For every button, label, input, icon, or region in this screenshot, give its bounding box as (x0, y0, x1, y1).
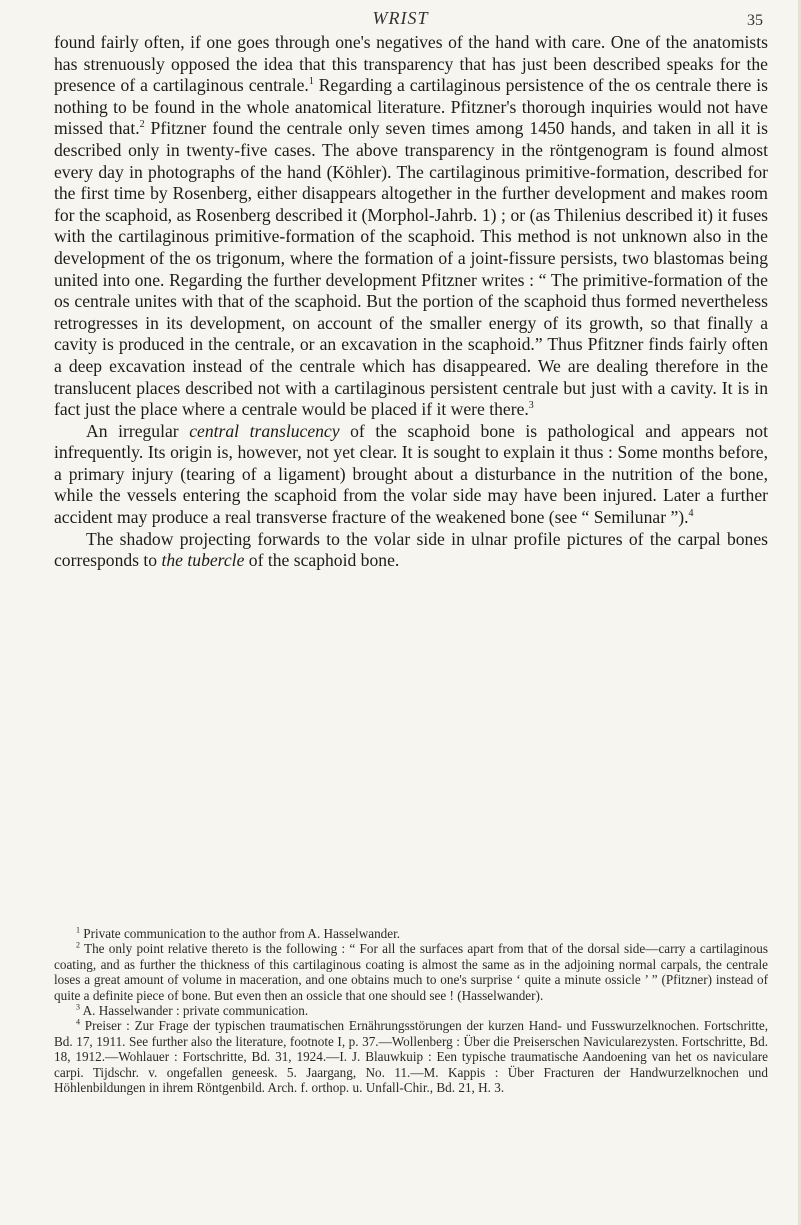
footnote-1: $^1$ Private communication to the author from A. Hasselwander. (76, 925, 401, 941)
paragraph-3: The shadow projecting forwards to the volar side in ulnar profile pictures of the carpal bones corresponds to the tubercle of the scaphoid bone. (54, 528, 768, 571)
footnote-3: $^3$ A. Hasselwander : private communication. (76, 1002, 309, 1019)
footnote-ref-2[interactable]: 2 (139, 119, 145, 131)
paragraph-2: An irregular central translucency of the scaphoid bone is pathological and appears not infrequently. Its origin is, however, not yet clear. It is sought to explain it thus : Some months before, a primary injury (tearing of a ligament) brought about a disturbance in the nutrition of the bone, while the vessels entering the scaphoid from the volar side may have been injured. Later a further accident may produce a real transverse fracture of the weakened bone (see “ Semilunar ”).$^4$ (54, 420, 768, 528)
footnote-4: $^4$ Preiser : Zur Frage der typischen traumatischen Ernährungsstörungen der kurzen Hand- und Fusswurzelknochen. Fortschritte, Bd. 17, 1911. See further also the literature, footnote I, p. 37.—Wollenberg : Über die Preiserschen Navicularezysten. Fortschritte, Bd. 18, 1912.—Wohlauer : Fortschritte, Bd. 31, 1924.—I. J. Blauwkuip : Een typische traumatische Aandoening van het os naviculare carpi. Tijdschr. v. ongefallen geneesk. 5. Jaargang, No. 11.—M. Kappis : Über Fracturen der Handwurzelknochen und Höhlenbildungen in ihrem Röntgenbild. Arch. f. orthop. u. Unfall-Chir., Bd. 21, H. 3. (54, 1018, 768, 1096)
footnote-ref-3[interactable]: 3 (528, 400, 534, 412)
footnote-ref-4[interactable]: 4 (688, 508, 694, 520)
term-tubercle: the tubercle (161, 550, 245, 571)
footnote-ref-1[interactable]: 1 (308, 76, 314, 88)
body-text (54, 32, 768, 572)
running-head: WRIST (372, 8, 429, 28)
footnote-2: $^2$ The only point relative thereto is the following : “ For all the surfaces apart from that of the dorsal side—carry a cartilaginous coating, and as further the thickness of this cartilaginous coating is almost the same as in the adjoining normal carpals, the centrale loses a great amount of volume in maceration, and one obtains much to one's surprise ‘ quite a minute ossicle ’ ” (Pfitzner) instead of quite a definite piece of bone. But even then an ossicle that one should see ! (Hasselwander). (54, 941, 769, 1003)
paragraph-1: found fairly often, if one goes through one's negatives of the hand with care. One of the anatomists has strenuously opposed the idea that this transparency that has just been described speaks for the presence of a cartilaginous centrale.$^1$ Regarding a cartilaginous persistence of the os centrale there is nothing to be found in the whole anatomical literature. Pfitzner's thorough inquiries would not have missed that.$^2$ Pfitzner found the centrale only seven times among 1450 hands, and taken in all it is described only in twenty-five cases. The above transparency in the röntgenogram is found almost every day in photographs of the hand (Köhler). The cartilaginous primitive-formation, described for the first time by Rosenberg, either disappears altogether in the further development and makes room for the scaphoid, as Rosenberg described it (Morphol-Jahrb. 1) ; or (as Thilenius described it) it fuses with the cartilaginous primitive-formation of the scaphoid. This method is not unknown also in the development of the os trigonum, where the formation of a joint-fissure persists, two blastomas being united into one. Regarding the further development Pfitzner writes : “ The primitive-formation of the os centrale unites with that of the scaphoid. But the portion of the scaphoid thus formed nevertheless retrogresses in its development, on account of the smaller energy of its growth, so that finally a cavity is produced in the centrale, or an excavation in the scaphoid.” Thus Pfitzner finds fairly often a deep excavation instead of the centrale which has disappeared. We are dealing therefore in the translucent places described not with a cartilaginous persistent centrale but just with a cavity. It is in fact just the place where a centrale would be placed if it were there.$^3$ (54, 32, 768, 420)
footnotes (54, 926, 768, 1095)
term-central-translucency: central translucency (189, 420, 340, 441)
page-number: 35 (747, 12, 763, 29)
